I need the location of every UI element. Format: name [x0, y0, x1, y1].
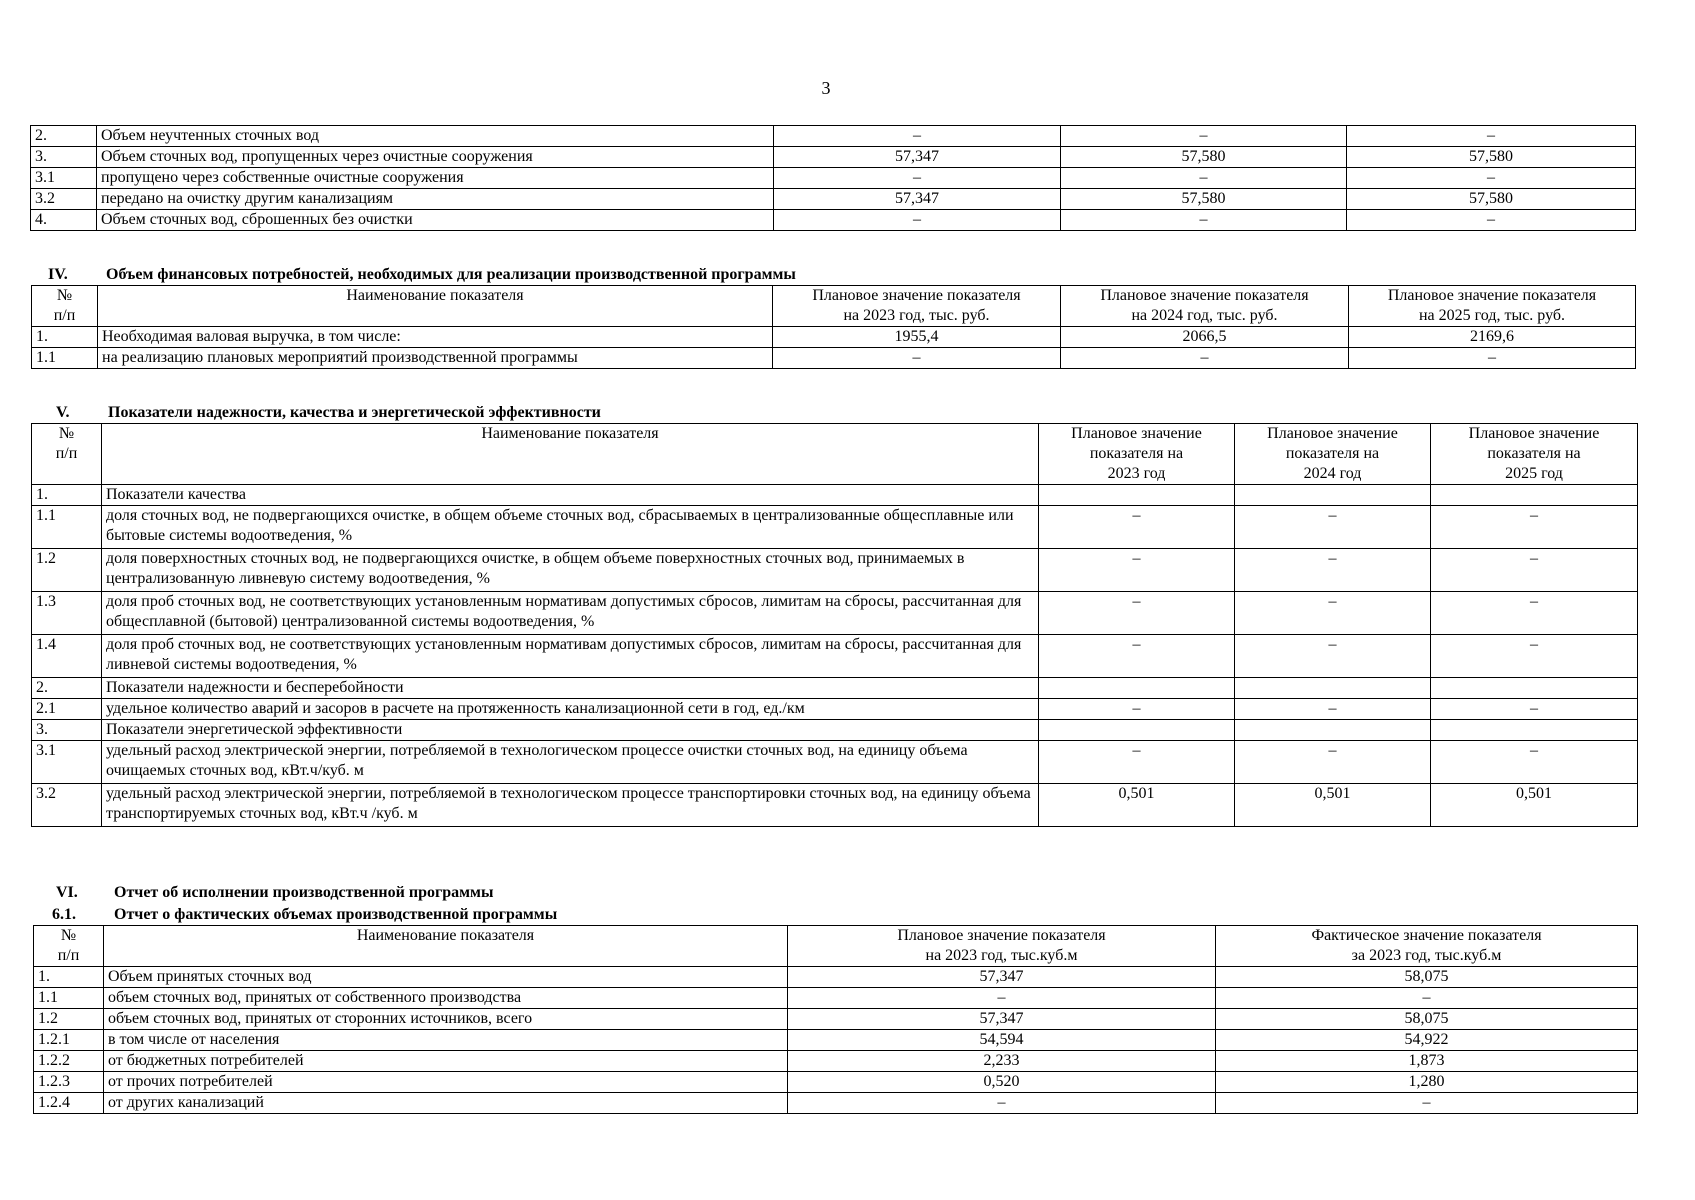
column-header: Фактическое значение показателя за 2023 год, тыс.куб.м	[1216, 926, 1638, 967]
column-header: № п/п	[34, 926, 104, 967]
table-row	[32, 348, 1636, 369]
section-vi-heading	[56, 883, 493, 903]
page-number: 3	[821, 78, 831, 98]
row-name: доля проб сточных вод, не соответствующих установленным нормативам допустимых сбросов, лимитам на сбросы, рассчитанная для ливневой системы водоотведения, %	[102, 635, 1039, 678]
row-value: –	[1235, 741, 1431, 784]
table-row	[34, 1072, 1638, 1093]
table-row	[32, 635, 1638, 678]
column-header: Плановое значение показателя на 2023 год	[1039, 424, 1235, 485]
row-name: доля проб сточных вод, не соответствующих установленным нормативам допустимых сбросов, лимитам на сбросы, рассчитанная для общесплавной (бытовой) централизованной системы водоотведения, %	[102, 592, 1039, 635]
row-value: 57,347	[774, 147, 1061, 168]
row-name: объем сточных вод, принятых от сторонних источников, всего	[104, 1009, 788, 1030]
row-number: 2.	[31, 126, 97, 147]
row-name: Объем неучтенных сточных вод	[97, 126, 774, 147]
row-value	[1431, 720, 1638, 741]
row-number: 1.1	[32, 348, 98, 369]
row-value: –	[1235, 506, 1431, 549]
table-row	[32, 699, 1638, 720]
row-number: 3.2	[31, 189, 97, 210]
row-value: –	[1349, 348, 1636, 369]
row-value: 57,347	[788, 1009, 1216, 1030]
header-row	[34, 926, 1638, 967]
row-value: –	[1431, 549, 1638, 592]
row-value	[1235, 485, 1431, 506]
table-row	[32, 485, 1638, 506]
row-value: 58,075	[1216, 967, 1638, 988]
row-name: объем сточных вод, принятых от собственного производства	[104, 988, 788, 1009]
row-value: –	[1431, 699, 1638, 720]
row-value: –	[773, 348, 1061, 369]
row-value: –	[1235, 549, 1431, 592]
row-value: –	[1039, 699, 1235, 720]
table-row	[34, 967, 1638, 988]
row-value: –	[1039, 506, 1235, 549]
row-value: 57,347	[774, 189, 1061, 210]
row-number: 3.	[31, 147, 97, 168]
section-v-heading	[56, 403, 601, 423]
row-value: –	[1039, 549, 1235, 592]
row-value: 2169,6	[1349, 327, 1636, 348]
section-iv-heading	[48, 265, 796, 285]
row-name: удельное количество аварий и засоров в расчете на протяженность канализационной сети в год, ед./км	[102, 699, 1039, 720]
column-header: Наименование показателя	[104, 926, 788, 967]
row-value: 57,580	[1347, 147, 1636, 168]
table-row	[34, 1009, 1638, 1030]
row-number: 3.1	[32, 741, 102, 784]
row-value: 57,580	[1347, 189, 1636, 210]
row-name: от прочих потребителей	[104, 1072, 788, 1093]
row-value	[1039, 720, 1235, 741]
row-value: –	[1061, 348, 1349, 369]
row-name: удельный расход электрической энергии, потребляемой в технологическом процессе транспортировки сточных вод, на единицу объема транспортируемых сточных вод, кВт.ч /куб. м	[102, 784, 1039, 827]
section-6-1-heading	[52, 905, 557, 925]
row-name: Показатели надежности и бесперебойности	[102, 678, 1039, 699]
row-value: –	[1061, 168, 1347, 189]
financial-needs-table	[31, 285, 1636, 369]
row-value: –	[1347, 126, 1636, 147]
table-row	[32, 327, 1636, 348]
row-number: 1.2.2	[34, 1051, 104, 1072]
row-number: 3.	[32, 720, 102, 741]
row-value: –	[1431, 741, 1638, 784]
table-row	[32, 549, 1638, 592]
row-number: 2.1	[32, 699, 102, 720]
row-value: –	[774, 210, 1061, 231]
row-value: 0,501	[1431, 784, 1638, 827]
row-value: –	[1061, 126, 1347, 147]
section-number: V.	[56, 404, 70, 421]
row-value	[1431, 485, 1638, 506]
row-value: 58,075	[1216, 1009, 1638, 1030]
row-number: 2.	[32, 678, 102, 699]
section-number: VI.	[56, 884, 78, 901]
row-value: –	[1431, 635, 1638, 678]
row-value: 57,347	[788, 967, 1216, 988]
row-name: передано на очистку другим канализациям	[97, 189, 774, 210]
row-number: 1.4	[32, 635, 102, 678]
row-value: 0,501	[1235, 784, 1431, 827]
header-row	[32, 424, 1638, 485]
table-row	[31, 147, 1636, 168]
row-name: от бюджетных потребителей	[104, 1051, 788, 1072]
table-row	[31, 126, 1636, 147]
row-number: 4.	[31, 210, 97, 231]
table-row	[32, 741, 1638, 784]
table-row	[34, 1030, 1638, 1051]
row-name: Объем принятых сточных вод	[104, 967, 788, 988]
row-number: 1.1	[32, 506, 102, 549]
table-row	[32, 678, 1638, 699]
row-number: 1.3	[32, 592, 102, 635]
table-row	[32, 720, 1638, 741]
column-header: № п/п	[32, 424, 102, 485]
table-row	[34, 988, 1638, 1009]
row-number: 1.2	[34, 1009, 104, 1030]
sewage-volume-table	[30, 125, 1636, 231]
row-value: 2,233	[788, 1051, 1216, 1072]
row-value: –	[1235, 635, 1431, 678]
table-row	[32, 592, 1638, 635]
section-title: Отчет об исполнении производственной программы	[114, 884, 494, 901]
subsection-title: Отчет о фактических объемах производственной программы	[114, 906, 558, 923]
row-name: в том числе от населения	[104, 1030, 788, 1051]
row-value: –	[1216, 988, 1638, 1009]
row-name: на реализацию плановых мероприятий производственной программы	[98, 348, 773, 369]
table-row	[32, 506, 1638, 549]
row-value: 2066,5	[1061, 327, 1349, 348]
row-value: 1,873	[1216, 1051, 1638, 1072]
row-number: 1.2.1	[34, 1030, 104, 1051]
row-number: 3.1	[31, 168, 97, 189]
actual-volumes-table	[33, 925, 1638, 1114]
table-row	[31, 189, 1636, 210]
subsection-number: 6.1.	[52, 906, 76, 923]
row-value: –	[1347, 210, 1636, 231]
row-value	[1235, 678, 1431, 699]
row-value: 0,520	[788, 1072, 1216, 1093]
column-header: Плановое значение показателя на 2024 год	[1235, 424, 1431, 485]
section-title: Показатели надежности, качества и энергетической эффективности	[108, 404, 601, 421]
row-value: 57,580	[1061, 189, 1347, 210]
row-name: доля поверхностных сточных вод, не подвергающихся очистке, в общем объеме поверхностных сточных вод, принимаемых в централизованную ливневую систему водоотведения, %	[102, 549, 1039, 592]
row-name: от других канализаций	[104, 1093, 788, 1114]
column-header: № п/п	[32, 286, 98, 327]
column-header: Плановое значение показателя на 2024 год, тыс. руб.	[1061, 286, 1349, 327]
row-value: –	[1431, 506, 1638, 549]
row-name: удельный расход электрической энергии, потребляемой в технологическом процессе очистки сточных вод, на единицу объема очищаемых сточных вод, кВт.ч/куб. м	[102, 741, 1039, 784]
row-value: –	[1431, 592, 1638, 635]
row-name: Объем сточных вод, пропущенных через очистные сооружения	[97, 147, 774, 168]
row-number: 1.2.4	[34, 1093, 104, 1114]
row-value	[1431, 678, 1638, 699]
row-value: –	[1216, 1093, 1638, 1114]
row-number: 3.2	[32, 784, 102, 827]
table-row	[34, 1093, 1638, 1114]
row-name: пропущено через собственные очистные сооружения	[97, 168, 774, 189]
column-header: Наименование показателя	[98, 286, 773, 327]
row-value: 57,580	[1061, 147, 1347, 168]
row-value: –	[1061, 210, 1347, 231]
row-value: –	[1235, 699, 1431, 720]
row-value: –	[788, 988, 1216, 1009]
row-value: 0,501	[1039, 784, 1235, 827]
row-value: 54,594	[788, 1030, 1216, 1051]
row-value: –	[788, 1093, 1216, 1114]
row-value: –	[1235, 592, 1431, 635]
row-value: –	[1347, 168, 1636, 189]
section-number: IV.	[48, 266, 68, 283]
row-number: 1.1	[34, 988, 104, 1009]
header-row	[32, 286, 1636, 327]
row-value: –	[1039, 635, 1235, 678]
row-value: 54,922	[1216, 1030, 1638, 1051]
row-value: 1,280	[1216, 1072, 1638, 1093]
column-header: Плановое значение показателя на 2025 год, тыс. руб.	[1349, 286, 1636, 327]
row-name: Показатели энергетической эффективности	[102, 720, 1039, 741]
column-header: Плановое значение показателя на 2023 год, тыс.куб.м	[788, 926, 1216, 967]
row-value	[1039, 678, 1235, 699]
column-header: Наименование показателя	[102, 424, 1039, 485]
row-value: –	[1039, 741, 1235, 784]
row-number: 1.2.3	[34, 1072, 104, 1093]
row-value: –	[774, 168, 1061, 189]
row-number: 1.	[34, 967, 104, 988]
row-value	[1039, 485, 1235, 506]
row-name: доля сточных вод, не подвергающихся очистке, в общем объеме сточных вод, сбрасываемых в централизованные общесплавные или бытовые системы водоотведения, %	[102, 506, 1039, 549]
column-header: Плановое значение показателя на 2023 год, тыс. руб.	[773, 286, 1061, 327]
column-header: Плановое значение показателя на 2025 год	[1431, 424, 1638, 485]
row-value: –	[1039, 592, 1235, 635]
row-name: Необходимая валовая выручка, в том числе:	[98, 327, 773, 348]
table-row	[34, 1051, 1638, 1072]
row-value: –	[774, 126, 1061, 147]
row-name: Объем сточных вод, сброшенных без очистки	[97, 210, 774, 231]
row-number: 1.	[32, 327, 98, 348]
row-name: Показатели качества	[102, 485, 1039, 506]
reliability-quality-table	[31, 423, 1638, 827]
table-row	[32, 784, 1638, 827]
row-number: 1.	[32, 485, 102, 506]
row-value: 1955,4	[773, 327, 1061, 348]
row-number: 1.2	[32, 549, 102, 592]
row-value	[1235, 720, 1431, 741]
section-title: Объем финансовых потребностей, необходимых для реализации производственной программы	[106, 266, 796, 283]
table-row	[31, 210, 1636, 231]
table-row	[31, 168, 1636, 189]
